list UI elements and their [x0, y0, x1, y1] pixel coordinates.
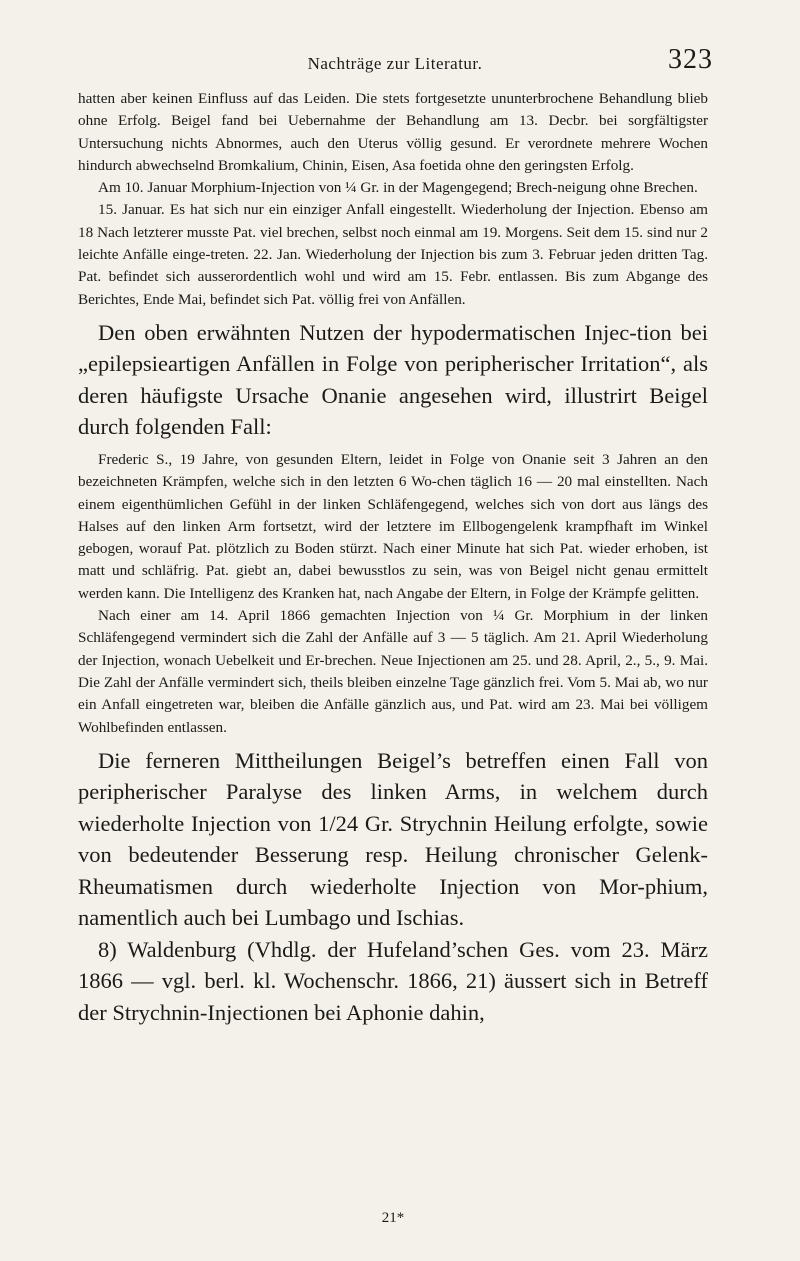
paragraph: 8) Waldenburg (Vhdlg. der Hufeland’schen Ges. vom 23. März 1866 — vgl. berl. kl. Wochenschr. 1866, 21) äussert sich in Betreff der Strychnin-Injectionen bei Aphonie dahin, — [78, 936, 708, 1025]
page-number: 323 — [668, 44, 713, 75]
paragraph: Die ferneren Mittheilungen Beigel’s betreffen einen Fall von peripherischer Paralyse des linken Arms, in welchem durch wiederholte Injection von 1/24 Gr. Strychnin Heilung erfolgte, sowie von bedeutender Besserung resp. Heilung chronischer Gelenk-Rheumatismen durch wiederholte Injection von Mor-phium, namentlich auch bei Lumbago und Ischias. — [78, 747, 708, 931]
commentary-continuation — [78, 745, 708, 1029]
running-head-title: Nachträge zur Literatur. — [307, 54, 483, 73]
case-report — [78, 449, 708, 739]
paragraph: Frederic S., 19 Jahre, von gesunden Eltern, leidet in Folge von Onanie seit 3 Jahren an den bezeichneten Krämpfen, welche sich in den letzten 6 Wo-chen täglich 16 — 20 mal einstellten. Nach einem eigenthümlichen Gefühl in der linken Schläfengegend, welches sich von dort aus längs des Halses auf den linken Arm fortsetzt, wird der letztere im Ellbogengelenk krampfhaft im Winkel gebogen, worauf Pat. plötzlich zu Boden stürzt. Nach einer Minute hat sich Pat. wieder erhoben, ist matt und schläfrig. Pat. giebt an, dabei bewusstlos zu sein, was von Beigel nicht genau ermittelt werden kann. Die Intelligenz des Kranken hat, nach Angabe der Eltern, in Folge der Krämpfe gelitten. — [78, 450, 708, 602]
signature-mark: 21* — [381, 1210, 405, 1226]
paragraph: 15. Januar. Es hat sich nur ein einziger Anfall eingestellt. Wiederholung der Injection. Ebenso am 18 Nach letzterer musste Pat. viel brechen, selbst noch einmal am 19. Morgens. Seit dem 15. sind nur 2 leichte Anfälle einge-treten. 22. Jan. Wiederholung der Injection bis zum 3. Februar jeden dritten Tag. Pat. befindet sich ausserordentlich wohl und wird am 15. Febr. entlassen. Bis zum Abgange des Berichtes, Ende Mai, befindet sich Pat. völlig frei von Anfällen. — [78, 201, 708, 308]
paragraph: Den oben erwähnten Nutzen der hypodermatischen Injec-tion bei „epilepsieartigen Anfällen in Folge von peripherischer Irritation“, als deren häufigste Ursache Onanie angesehen wird, illustrirt Beigel durch folgenden Fall: — [78, 319, 708, 440]
body-text — [78, 88, 708, 1028]
paragraph: Am 10. Januar Morphium-Injection von ¼ Gr. in der Magengegend; Brech-neigung ohne Brechen. — [98, 179, 698, 197]
running-head — [0, 44, 800, 84]
paragraph: hatten aber keinen Einfluss auf das Leiden. Die stets fortgesetzte ununterbrochene Behandlung blieb ohne Erfolg. Beigel fand bei Uebernahme der Behandlung am 13. Decbr. bei sorgfältigster Untersuchung nichts Abnormes, auch den Uterus völlig gesund. Er verordnete mehrere Wochen hindurch abwechselnd Bromkalium, Chinin, Eisen, Asa foetida ohne den geringsten Erfolg. — [78, 90, 708, 174]
case-continuation — [78, 88, 708, 311]
commentary-paragraph — [78, 317, 708, 443]
paragraph: Nach einer am 14. April 1866 gemachten Injection von ¼ Gr. Morphium in der linken Schläfengegend vermindert sich die Zahl der Anfälle auf 3 — 5 täglich. Am 21. April Wiederholung der Injection, wonach Uebelkeit und Er-brechen. Neue Injectionen am 25. und 28. April, 2., 5., 9. Mai. Die Zahl der Anfälle vermindert sich, theils bleiben einzelne Tage gänzlich frei. Vom 5. Mai ab, wo nur ein Anfall eingetreten war, bleiben die Anfälle gänzlich aus, und Pat. wird am 23. Mai bei völligem Wohlbefinden entlassen. — [78, 607, 708, 736]
